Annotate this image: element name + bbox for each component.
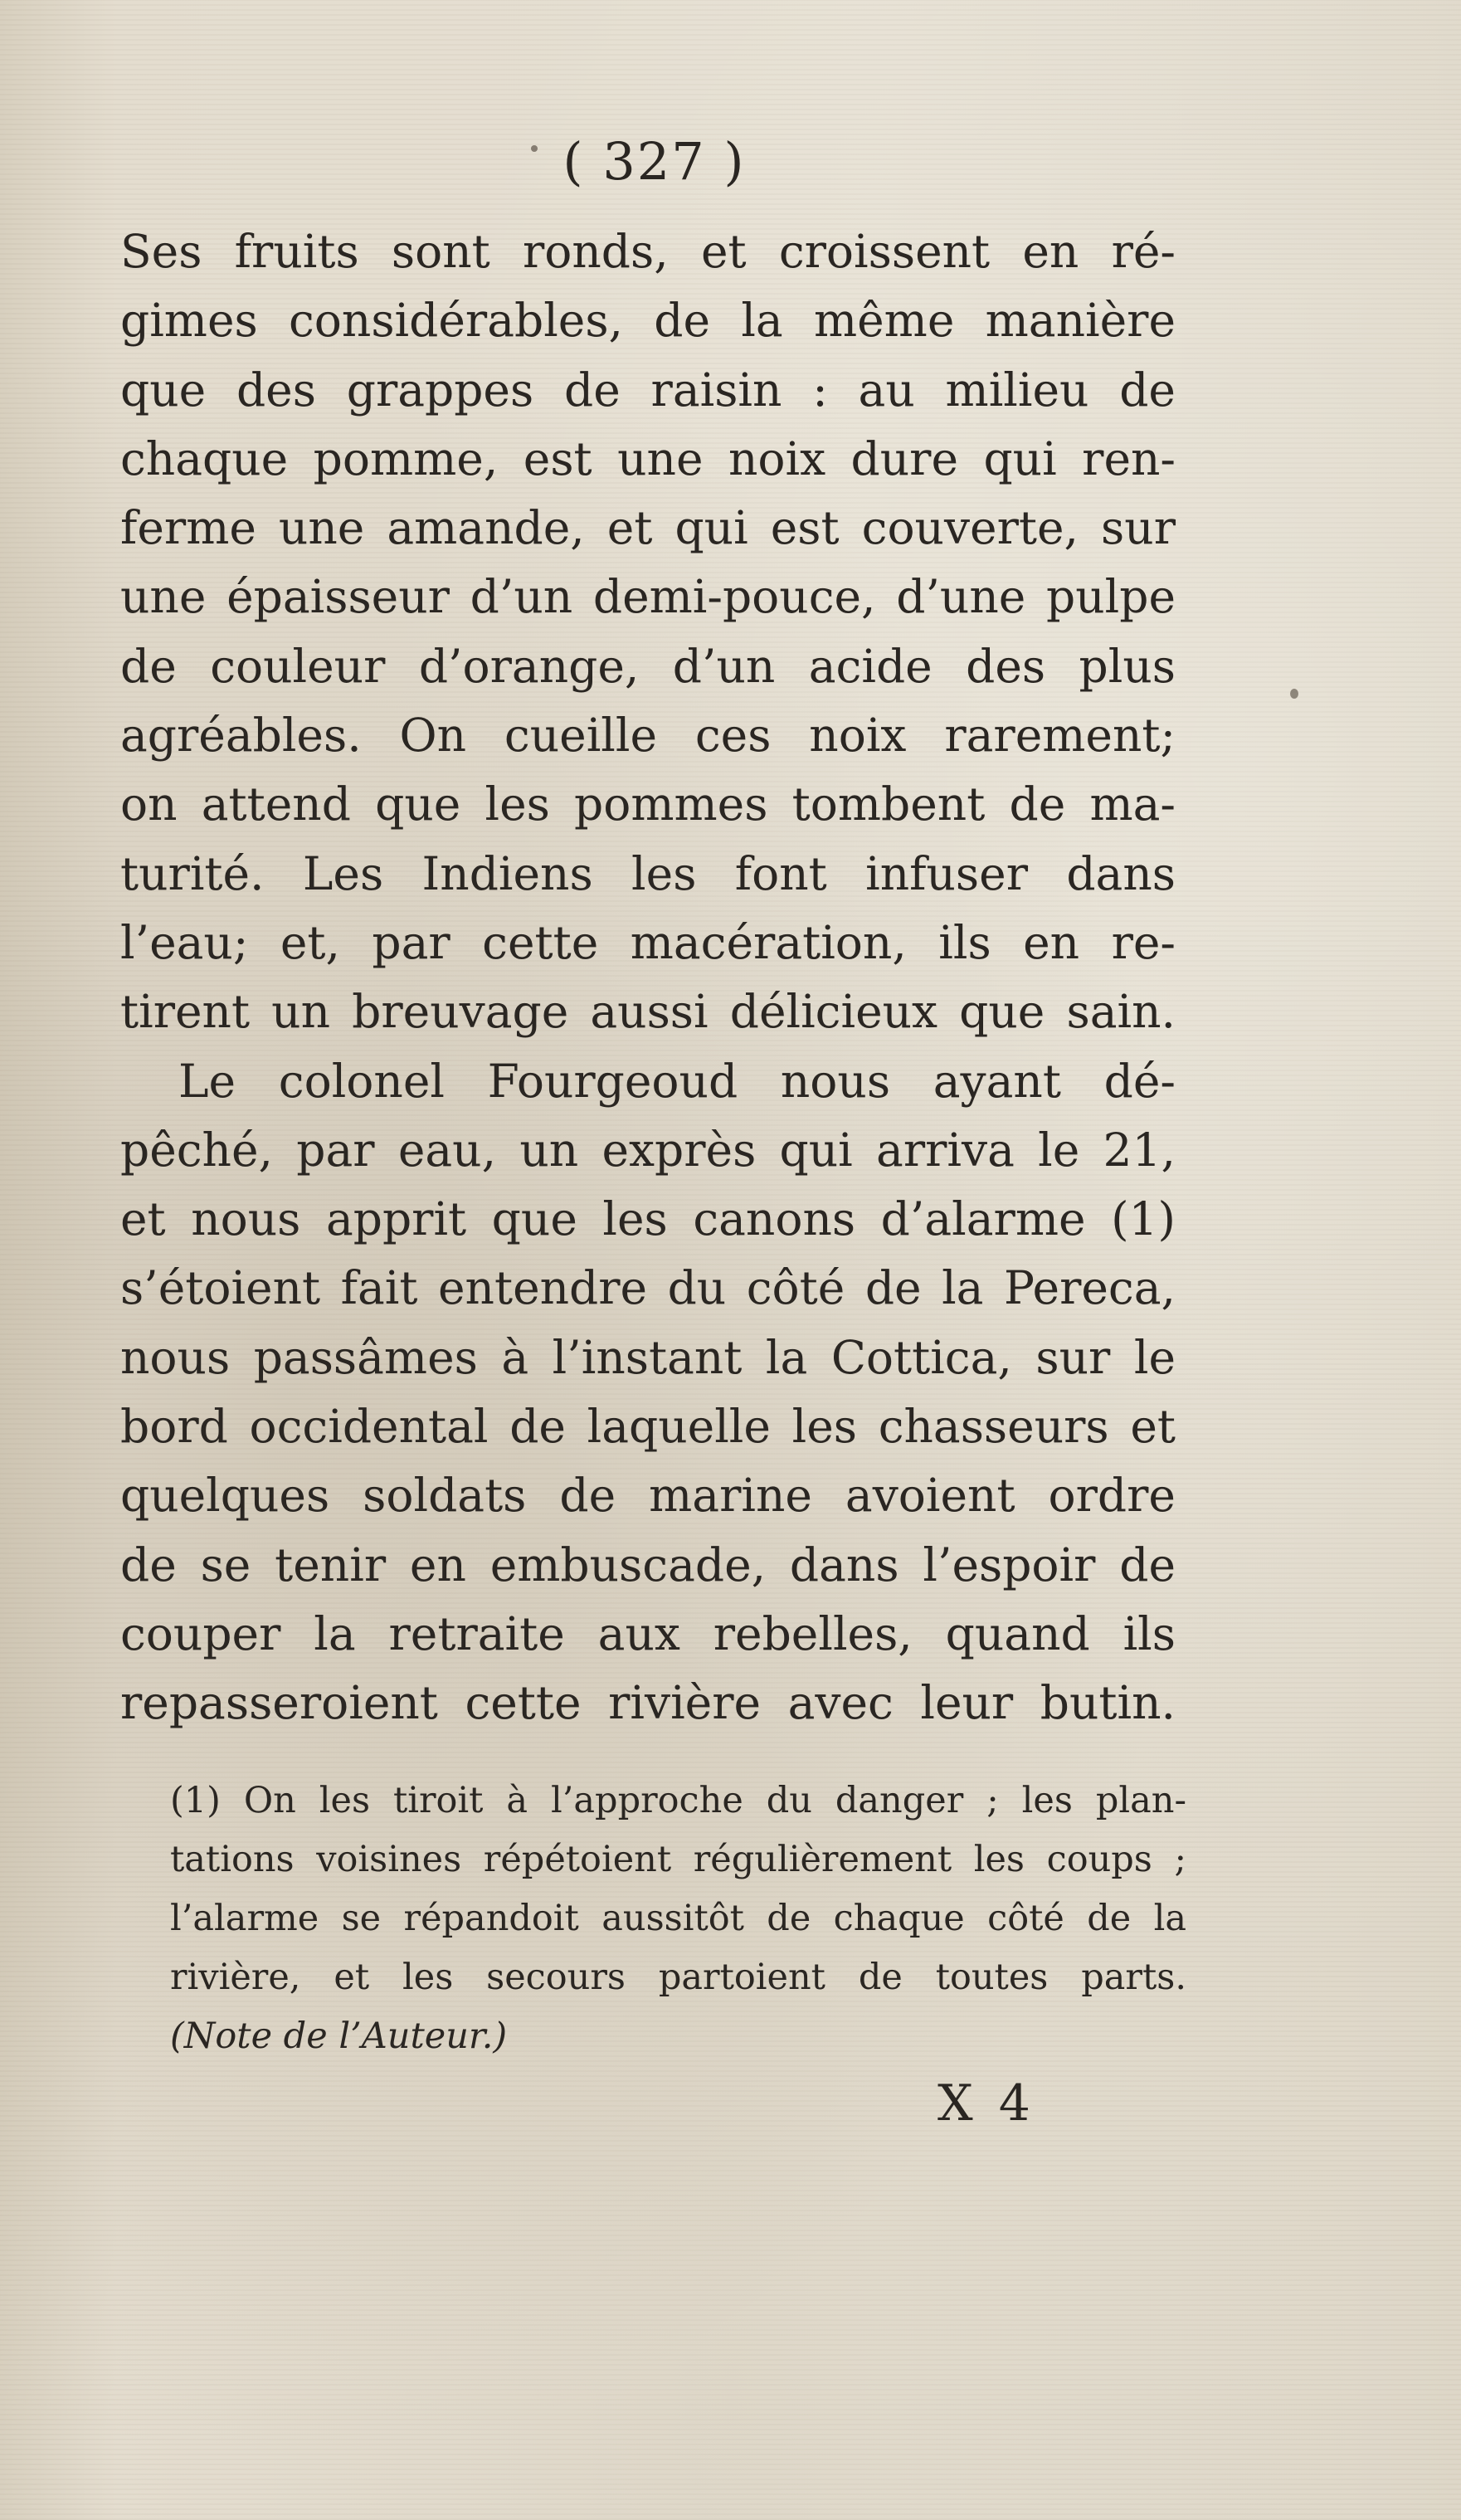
text-line: on attend que les pommes tombent de ma- bbox=[120, 777, 1176, 831]
page-header bbox=[0, 131, 1461, 192]
footnote-line: l’alarme se répandoit aussitôt de chaque côté de la bbox=[170, 1898, 1186, 1939]
footnote-line: (1) On les tiroit à l’approche du danger ; les plan- bbox=[170, 1780, 1186, 1821]
text-line: pêché, par eau, un exprès qui arriva le 21, bbox=[120, 1123, 1176, 1177]
footnote-line: tations voisines répétoient régulièrement les coups ; bbox=[170, 1839, 1186, 1880]
body-text bbox=[120, 217, 1176, 1738]
text-line: Le colonel Fourgeoud nous ayant dé- bbox=[178, 1054, 1176, 1108]
footnote bbox=[170, 1772, 1186, 2066]
text-line: l’eau; et, par cette macération, ils en re- bbox=[120, 915, 1176, 969]
text-line: tirent un breuvage aussi délicieux que sain. bbox=[120, 985, 1176, 1039]
text-line: de couleur d’orange, d’un acide des plus bbox=[120, 639, 1176, 693]
text-line: repasseroient cette rivière avec leur butin. bbox=[120, 1676, 1176, 1730]
footnote-line: rivière, et les secours partoient de toutes parts. bbox=[170, 1957, 1186, 1998]
text-line: une épaisseur d’un demi-pouce, d’une pulpe bbox=[120, 570, 1176, 624]
text-line: ferme une amande, et qui est couverte, sur bbox=[120, 501, 1176, 555]
text-line: agréables. On cueille ces noix rarement; bbox=[120, 709, 1176, 763]
page-number: ( 327 ) bbox=[562, 131, 746, 192]
text-line: Ses fruits sont ronds, et croissent en ré- bbox=[120, 225, 1176, 278]
text-line: de se tenir en embuscade, dans l’espoir de bbox=[120, 1538, 1176, 1591]
text-line: turité. Les Indiens les font infuser dans bbox=[120, 846, 1176, 900]
text-line: nous passâmes à l’instant la Cottica, sur le bbox=[120, 1330, 1176, 1384]
text-line: couper la retraite aux rebelles, quand ils bbox=[120, 1606, 1176, 1660]
text-line: bord occidental de laquelle les chasseurs et bbox=[120, 1400, 1176, 1454]
text-line: chaque pomme, est une noix dure qui ren- bbox=[120, 431, 1176, 485]
paper-stain bbox=[1290, 689, 1298, 699]
text-line: et nous apprit que les canons d’alarme (1) bbox=[120, 1192, 1176, 1246]
footnote-attribution: (Note de l’Auteur.) bbox=[170, 2016, 508, 2057]
text-line: gimes considérables, de la même manière bbox=[120, 294, 1176, 348]
text-line: s’étoient fait entendre du côté de la Pereca, bbox=[120, 1261, 1176, 1315]
text-line: que des grappes de raisin : au milieu de bbox=[120, 363, 1176, 417]
signature-mark: X 4 bbox=[937, 2074, 1035, 2132]
text-line: quelques soldats de marine avoient ordre bbox=[120, 1469, 1176, 1523]
